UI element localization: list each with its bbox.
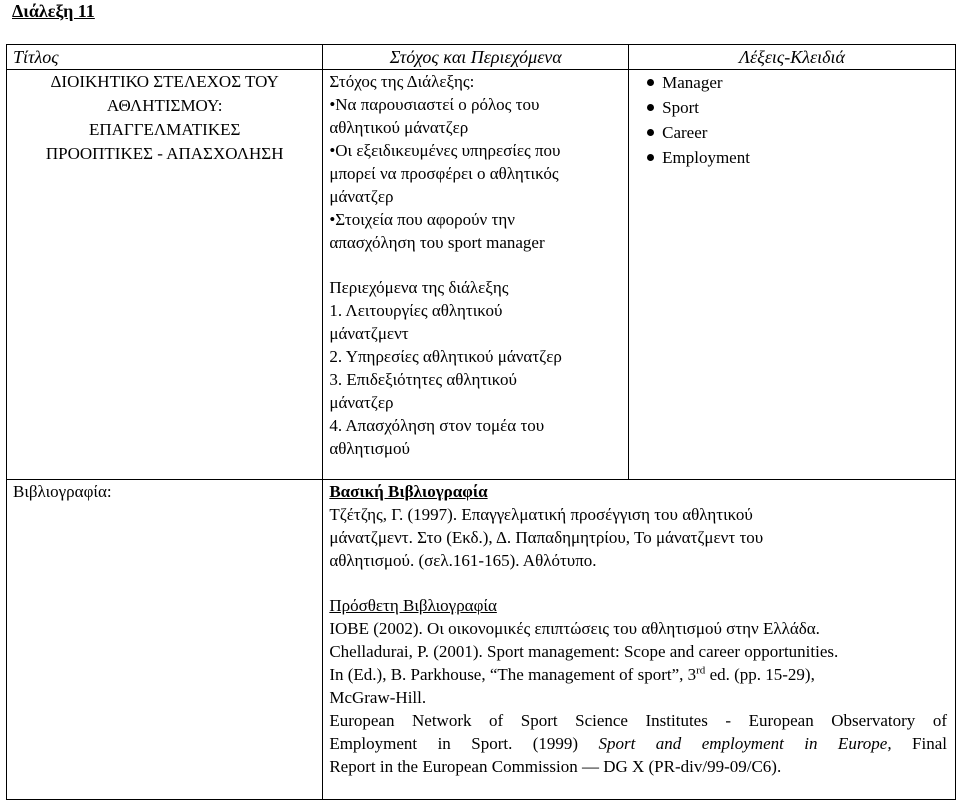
enssi-text: Employment in Sport. (1999) (329, 734, 599, 753)
contents-line: μάνατζμεντ (329, 324, 409, 343)
goal-heading: Στόχος της Διάλεξης: (329, 72, 475, 91)
page-title: Διάλεξη 11 (12, 1, 95, 21)
topic-line: ΕΠΑΓΓΕΛΜΑΤΙΚΕΣ (88, 120, 241, 139)
topic-cell (7, 70, 323, 480)
keyword-text: Sport (662, 98, 699, 117)
bibliography-label: Βιβλιογραφία: (13, 482, 112, 501)
bibliography-cell (323, 480, 956, 800)
goal-cell (323, 70, 629, 480)
contents-line: 3. Επιδεξιότητες αθλητικού (329, 370, 517, 389)
keyword-item (647, 70, 949, 95)
bullet-icon (647, 104, 654, 111)
contents-line: 2. Υπηρεσίες αθλητικού μάνατζερ (329, 347, 562, 366)
bibliography-label-cell (7, 480, 323, 800)
extra-bibliography-line: Chelladurai, P. (2001). Sport management: Scope and career opportunities. (329, 642, 839, 661)
basic-bibliography-line: αθλητισμού. (σελ.161-165). Αθλότυπο. (329, 551, 597, 570)
superscript: rd (696, 664, 706, 677)
parkhouse-text-end: ed. (pp. 15-29), (705, 665, 815, 684)
enssi-text-end: Final (891, 734, 947, 753)
keywords-cell (629, 70, 956, 480)
contents-line: μάνατζερ (329, 393, 394, 412)
topic-line: ΔΙΟΙΚΗΤΙΚΟ ΣΤΕΛΕΧΟΣ ΤΟΥ (50, 72, 279, 91)
contents-heading: Περιεχόμενα της διάλεξης (329, 278, 509, 297)
extra-bibliography-heading: Πρόσθετη Βιβλιογραφία (329, 596, 497, 615)
contents-line: 4. Απασχόληση στον τομέα του (329, 416, 545, 435)
keyword-text: Manager (662, 73, 723, 92)
enssi-italic-title: Sport and employment in Europe, (598, 734, 892, 753)
extra-bibliography-line (329, 732, 947, 755)
header-row (7, 45, 956, 70)
topic-line: ΑΘΛΗΤΙΣΜΟΥ: (106, 96, 223, 115)
goal-line: αθλητικού μάνατζερ (329, 118, 469, 137)
goal-line: •Οι εξειδικευμένες υπηρεσίες που (329, 141, 561, 160)
bullet-icon (647, 129, 654, 136)
content-row (7, 70, 956, 480)
extra-bibliography-line: ΙΟΒΕ (2002). Οι οικονομικές επιπτώσεις του αθλητισμού στην Ελλάδα. (329, 619, 820, 638)
goal-line: μπορεί να προσφέρει ο αθλητικός (329, 164, 559, 183)
keyword-item (647, 145, 949, 170)
basic-bibliography-line: μάνατζμεντ. Στο (Εκδ.), Δ. Παπαδημητρίου, Το μάνατζμεντ του (329, 528, 764, 547)
header-goal: Στόχος και Περιεχόμενα (323, 45, 629, 70)
goal-line: •Στοιχεία που αφορούν την (329, 210, 515, 229)
basic-bibliography-line: Τζέτζης, Γ. (1997). Επαγγελματική προσέγγιση του αθλητικού (329, 505, 753, 524)
extra-bibliography-line (329, 663, 947, 686)
lecture-table (6, 44, 956, 800)
topic-line: ΠΡΟΟΠΤΙΚΕΣ - ΑΠΑΣΧΟΛΗΣΗ (45, 144, 284, 163)
header-keywords: Λέξεις-Κλειδιά (629, 45, 956, 70)
extra-bibliography-line: Report in the European Commission — DG X (PR-div/99-09/C6). (329, 757, 782, 776)
keyword-item (647, 120, 949, 145)
basic-bibliography-heading: Βασική Βιβλιογραφία (329, 482, 488, 501)
keyword-item (647, 95, 949, 120)
extra-bibliography-line: McGraw-Hill. (329, 688, 427, 707)
goal-line: απασχόληση του sport manager (329, 233, 545, 252)
keywords-list (635, 70, 949, 170)
goal-line: •Να παρουσιαστεί ο ρόλος του (329, 95, 540, 114)
goal-line: μάνατζερ (329, 187, 394, 206)
bullet-icon (647, 79, 654, 86)
extra-bibliography-line: European Network of Sport Science Institutes - European Observatory of (329, 711, 947, 730)
keyword-text: Career (662, 123, 708, 142)
parkhouse-text: In (Ed.), B. Parkhouse, “The management of sport”, 3 (329, 665, 697, 684)
keyword-text: Employment (662, 148, 750, 167)
contents-line: αθλητισμού (329, 439, 410, 458)
contents-line: 1. Λειτουργίες αθλητικού (329, 301, 503, 320)
bibliography-row (7, 480, 956, 800)
bullet-icon (647, 154, 654, 161)
header-title: Τίτλος (7, 45, 323, 70)
